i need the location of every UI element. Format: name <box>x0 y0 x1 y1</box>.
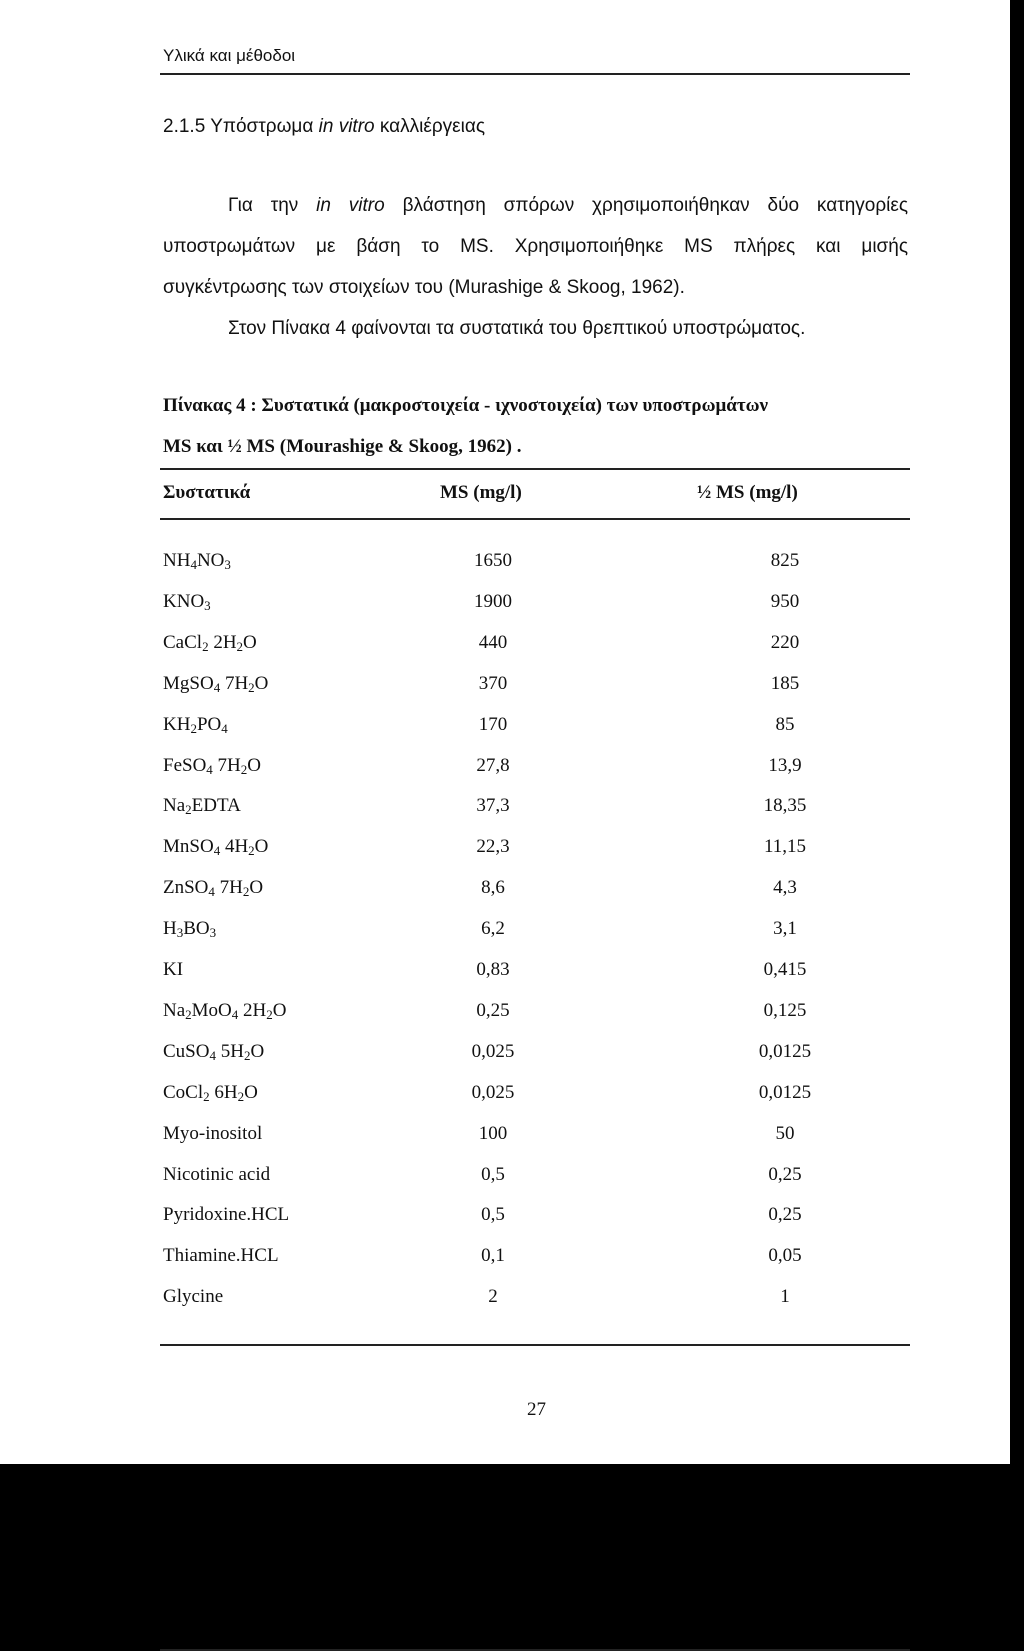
component-cell: FeSO$_4$ $7H_2O$ <box>163 754 262 777</box>
table-row <box>0 1041 1010 1081</box>
table-row <box>0 591 1010 631</box>
running-header: Υλικά και μέθοδοι <box>163 46 296 65</box>
component-cell: $Na_2EDTA$ <box>163 795 241 818</box>
half-ms-value-cell: 0,125 <box>763 999 807 1021</box>
half-ms-value-cell: 0,25 <box>768 1163 802 1185</box>
component-cell: Thiamine.HCL <box>163 1245 279 1267</box>
table-row <box>0 632 1010 672</box>
ms-value-cell: 440 <box>478 631 508 653</box>
half-ms-value-cell: 4,3 <box>773 877 797 899</box>
half-ms-value-cell: 220 <box>770 631 800 653</box>
half-ms-value-cell: 11,15 <box>763 836 807 858</box>
table-row <box>0 877 1010 917</box>
half-ms-value-cell: 50 <box>775 1122 795 1144</box>
table-top-rule <box>160 468 910 470</box>
component-cell: MgSO$_4$ $7H_2O$ <box>163 672 269 695</box>
ms-value-cell: 0,5 <box>481 1163 505 1185</box>
component-cell: $KNO_3$ <box>163 590 211 613</box>
component-cell: $Na_2MoO_4$ $2H_2O$ <box>163 999 287 1022</box>
component-cell: KI <box>163 959 184 980</box>
table-row <box>0 1245 1010 1285</box>
table-row <box>0 673 1010 713</box>
ms-value-cell: 0,025 <box>471 1040 515 1062</box>
table-header-component: Συστατικά <box>163 482 251 503</box>
table-row <box>0 959 1010 999</box>
table-row <box>0 1204 1010 1244</box>
table-row <box>0 1164 1010 1204</box>
half-ms-value-cell: 0,0125 <box>758 1081 812 1103</box>
ms-value-cell: 27,8 <box>476 754 510 776</box>
ms-value-cell: 22,3 <box>476 836 510 858</box>
component-cell: ZnSO$_4$ $7H_2O$ <box>163 877 264 900</box>
ms-value-cell: 0,25 <box>476 999 510 1021</box>
ms-value-cell: 0,1 <box>481 1245 505 1267</box>
table-row <box>0 918 1010 958</box>
paragraph-line-2: υποστρωμάτων με βάση το MS. Χρησιμοποιήθηκε MS πλήρες και μισής <box>163 236 908 257</box>
component-cell: $NH_4NO_3$ <box>163 550 231 572</box>
ms-value-cell: 1650 <box>474 550 512 571</box>
half-ms-value-cell: 0,05 <box>768 1245 802 1267</box>
half-ms-value-cell: 0,415 <box>763 959 807 980</box>
half-ms-value-cell: 825 <box>770 550 800 571</box>
ms-value-cell: 170 <box>478 713 508 735</box>
paragraph-line-1: Για την in vitro βλάστηση σπόρων χρησιμοποιήθηκαν δύο κατηγορίες <box>228 195 908 216</box>
header-rule <box>160 73 910 75</box>
half-ms-value-cell: 3,1 <box>773 918 797 940</box>
table-caption-line-1: Πίνακας 4 : Συστατικά (μακροστοιχεία - ιχνοστοιχεία) των υποστρωμάτων <box>163 395 768 416</box>
table-row <box>0 755 1010 795</box>
page-number: 27 <box>527 1399 546 1420</box>
table-caption-line-2: MS και ½ MS (Mourashige & Skoog, 1962) . <box>163 436 522 457</box>
ms-value-cell: 2 <box>488 1286 498 1308</box>
half-ms-value-cell: 18,35 <box>763 795 807 817</box>
ms-value-cell: 37,3 <box>476 795 510 817</box>
table-row <box>0 1000 1010 1040</box>
ms-value-cell: 0,5 <box>481 1204 505 1226</box>
ms-value-cell: 6,2 <box>481 918 505 940</box>
component-cell: $H_3BO_3$ <box>163 918 217 941</box>
half-ms-value-cell: 85 <box>775 713 795 735</box>
section-title: 2.1.5 Υπόστρωμα in vitro καλλιέργειας <box>163 116 485 137</box>
ms-value-cell: 8,6 <box>481 877 505 899</box>
ms-value-cell: 0,83 <box>476 959 510 980</box>
table-row <box>0 795 1010 835</box>
ms-value-cell: 370 <box>478 672 508 694</box>
table-header-half-ms: ½ MS (mg/l) <box>697 482 798 503</box>
component-cell: Glycine <box>163 1286 224 1308</box>
component-cell: Myo-inositol <box>163 1122 263 1144</box>
component-cell: CuSO$_4$ $5H_2O$ <box>163 1040 265 1063</box>
component-cell: MnSO$_4$ $4H_2O$ <box>163 836 269 859</box>
component-cell: Pyridoxine.HCL <box>163 1204 290 1226</box>
half-ms-value-cell: 0,0125 <box>758 1040 812 1062</box>
half-ms-value-cell: 0,25 <box>768 1204 802 1226</box>
table-header-ms: MS (mg/l) <box>440 482 522 503</box>
half-ms-value-cell: 1 <box>780 1286 790 1308</box>
component-cell: CoCl$_2$ $6H_2O$ <box>163 1081 258 1104</box>
table-row <box>0 1286 1010 1326</box>
table-row <box>0 714 1010 754</box>
half-ms-value-cell: 13,9 <box>768 754 802 776</box>
ms-value-cell: 0,025 <box>471 1081 515 1103</box>
table-header-rule <box>160 518 910 520</box>
paragraph-line-4: Στον Πίνακα 4 φαίνονται τα συστατικά του θρεπτικού υποστρώματος. <box>228 318 806 339</box>
table-row <box>0 550 1010 590</box>
half-ms-value-cell: 950 <box>770 590 800 612</box>
half-ms-value-cell: 185 <box>770 672 800 694</box>
table-row <box>0 1082 1010 1122</box>
component-cell: $KH_2PO_4$ <box>163 713 228 736</box>
component-cell: Nicotinic acid <box>163 1163 271 1185</box>
ms-value-cell: 100 <box>478 1122 508 1144</box>
paragraph-line-3: συγκέντρωσης των στοιχείων του (Murashige & Skoog, 1962). <box>163 277 685 298</box>
table-row <box>0 836 1010 876</box>
table-row <box>0 1123 1010 1163</box>
ms-value-cell: 1900 <box>474 590 512 612</box>
table-bottom-rule <box>160 1344 910 1346</box>
component-cell: CaCl$_2$ $2H_2O$ <box>163 631 257 654</box>
